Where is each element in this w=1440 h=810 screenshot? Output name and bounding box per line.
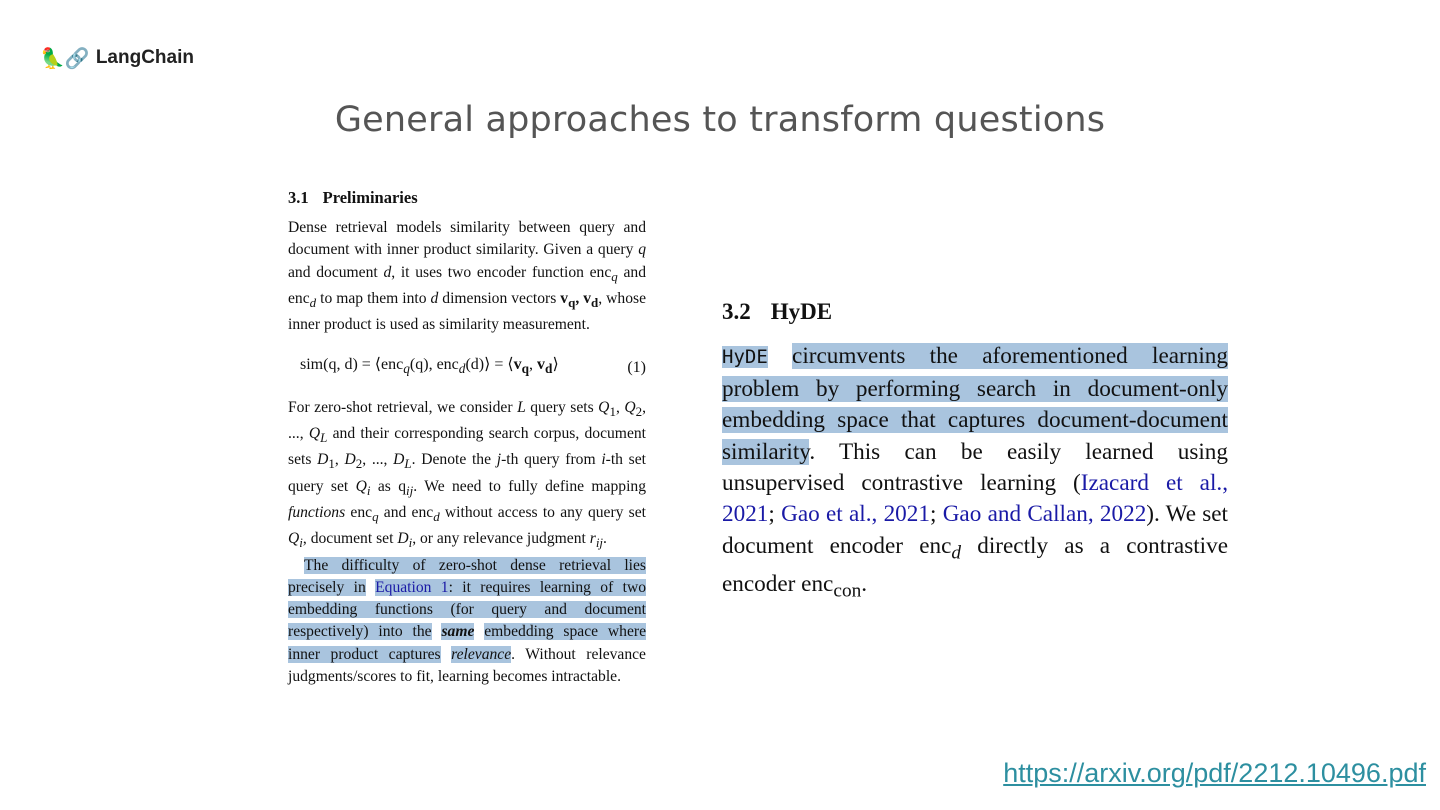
source-url-link[interactable]: https://arxiv.org/pdf/2212.10496.pdf (1003, 758, 1426, 788)
section-heading-hyde (722, 296, 1228, 327)
equation-body: sim(q, d) = ⟨enc$_q$(q), enc$_d$(d)⟩ = $⟨v_q$, $v_d⟩$ (300, 356, 559, 377)
paragraph-difficulty (288, 555, 646, 688)
equation-1-link[interactable]: Equation 1 (375, 578, 449, 596)
highlight-difficulty-b: : it requires learning of two embedding functions (for query and document respectively) into the (288, 578, 647, 641)
highlight-difficulty-c: embedding space where inner product captures (288, 623, 646, 663)
hyde-text-end: directly as a contrastive encoder enc (722, 532, 1228, 597)
section-number: 3.2 (722, 299, 751, 324)
citation-separator: ; (929, 501, 943, 528)
emphasis-relevance: relevance (451, 645, 512, 663)
subscript-d: d (951, 542, 962, 564)
paper-excerpt-hyde (722, 296, 1228, 607)
citation-gao-callan[interactable]: Gao and Callan, 2022 (942, 501, 1147, 528)
hyde-text-end: ). We set document encoder enc (722, 501, 1229, 559)
section-title: Preliminaries (322, 188, 418, 207)
paragraph-dense-retrieval: Dense retrieval models similarity between query and document with inner product similarity. Given a query q and document d, it uses two encoder function enc$_q$ and enc$_d$ to map them into d dimension vectors $v_q$, $v_d$, whose inner product is used as similarity measurement. (288, 219, 646, 334)
parrot-link-icon: 🦜🔗 (40, 46, 90, 70)
citation-gao-2021[interactable]: Gao et al., 2021 (781, 501, 930, 528)
hyde-code-term: HyDE (722, 346, 768, 369)
citation-separator: ; (768, 501, 782, 528)
logo-name: LangChain (95, 47, 194, 68)
section-number: 3.1 (288, 188, 309, 207)
equation-1 (288, 354, 646, 380)
paragraph-hyde (722, 341, 1228, 607)
equation-number: (1) (627, 358, 646, 376)
langchain-logo (40, 47, 194, 69)
hyde-text: . This can be easily learned using unsupervised contrastive learning ( (722, 438, 1228, 497)
hyde-text-end: . (861, 570, 868, 597)
highlight-difficulty-a: The difficulty of zero-shot dense retrieval lies precisely in (288, 556, 646, 596)
subscript-con: con (833, 580, 862, 602)
paper-excerpt-preliminaries (288, 187, 646, 688)
citation-izacard[interactable]: Izacard et al., 2021 (722, 470, 1228, 528)
slide-title: General approaches to transform questions (334, 100, 1106, 140)
difficulty-rest: . Without relevance judgments/scores to fit, learning becomes intractable. (288, 645, 646, 685)
section-heading-preliminaries (288, 187, 646, 209)
emphasis-same: same (441, 623, 475, 641)
highlight-hyde: circumvents the aforementioned learning problem by performing search in document-only embedding space that captures document-document similarity (722, 343, 1228, 465)
section-title: HyDE (770, 299, 833, 324)
paragraph-zero-shot: For zero-shot retrieval, we consider L query sets $Q_1$, $Q_2$, ..., $Q_L$ and their corresponding search corpus, document sets $D_1$, $D_2$, ..., $D_L$. Denote the j-th query from i-th set query set $Q_i$ as $q_{ij}$. We need to fully define mapping functions enc$_q$ and enc$_d$ without access to any query set $Q_i$, document set $D_i$, or any relevance judgment $r_{ij}$. (288, 398, 647, 551)
